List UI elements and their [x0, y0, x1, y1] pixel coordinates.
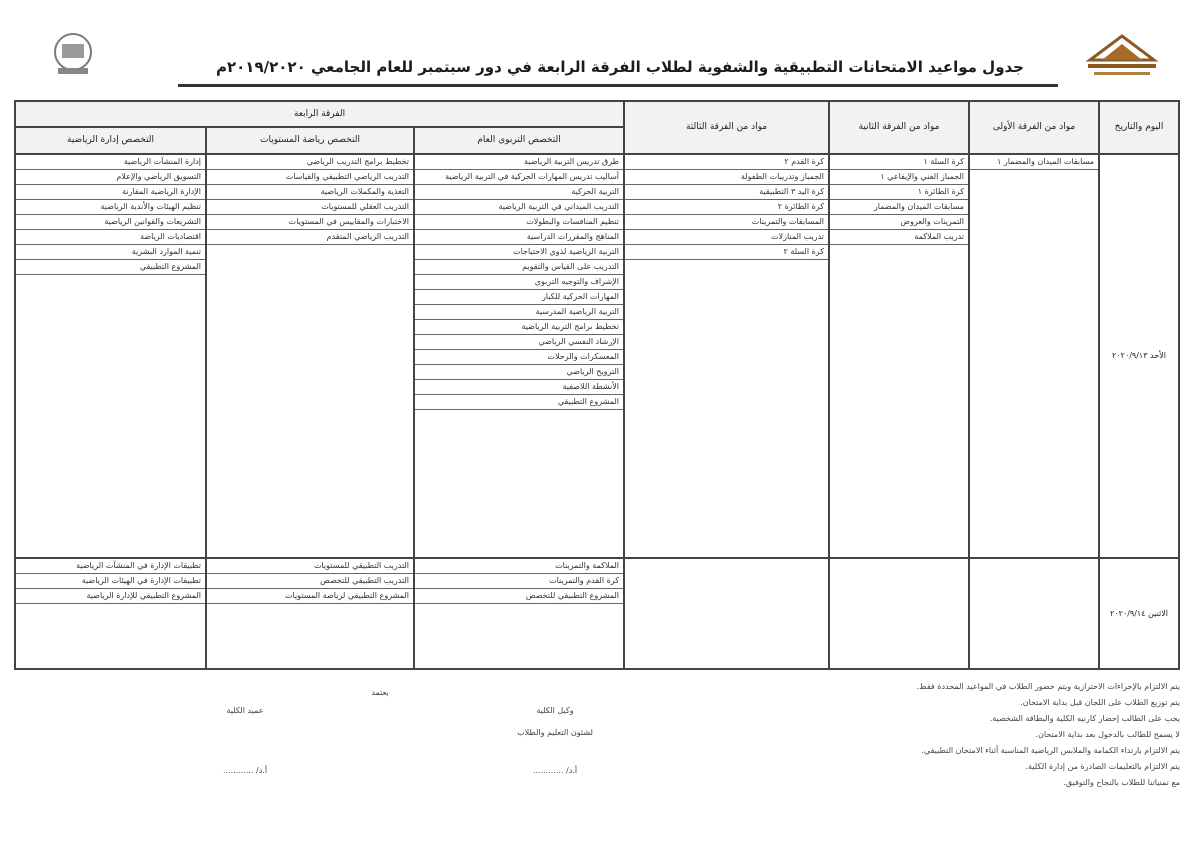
list-item: الأنشطة اللاصفية [415, 380, 623, 395]
spec-b-cell [206, 154, 414, 558]
spec-a-cell [414, 558, 624, 669]
list-item: التدريب التطبيقي للتخصص [207, 574, 413, 589]
list-item: الإرشاد النفسي الرياضي [415, 335, 623, 350]
list-item: التدريب الرياضي المتقدم [207, 230, 413, 245]
header-year4: الفرقة الرابعة [15, 101, 624, 127]
table-row [15, 558, 1179, 669]
header-year1: مواد من الفرقة الأولى [969, 101, 1099, 154]
list-item: كرة الطائرة ٢ [625, 200, 828, 215]
header-year2: مواد من الفرقة الثانية [829, 101, 969, 154]
cell-list [625, 155, 828, 260]
page-title: جدول مواعيد الامتحانات التطبيقية والشفوية لطلاب الفرقة الرابعة في دور سبتمبر للعام الجامعي ٢٠١٩/٢٠٢٠م [216, 58, 1024, 76]
list-item: المشروع التطبيقي لرياضة المستويات [207, 589, 413, 604]
list-item: المشروع التطبيقي للتخصص [415, 589, 623, 604]
spec-c-cell [15, 558, 206, 669]
faculty-logo-icon [1082, 30, 1162, 80]
list-item: الملاكمة والتمرينات [415, 559, 623, 574]
list-item: التربية الحركية [415, 185, 623, 200]
table-header-row [15, 101, 1179, 127]
approval-label: يعتمد [371, 688, 389, 697]
list-item: التغذية والمكملات الرياضية [207, 185, 413, 200]
dean-name: أ.د/ ............ [222, 766, 268, 775]
university-seal-icon [48, 28, 98, 80]
list-item: تنظيم المنافسات والبطولات [415, 215, 623, 230]
header-spec-b: التخصص رياضة المستويات [206, 127, 414, 153]
day-cell: الأحد ٢٠٢٠/٩/١٣ [1099, 154, 1179, 558]
vice-dean-name: أ.د/ ............ [532, 766, 578, 775]
list-item: التشريعات والقوانين الرياضية [16, 215, 205, 230]
list-item: التدريب الميداني في التربية الرياضية [415, 200, 623, 215]
list-item: تدريب الملاكمة [830, 230, 968, 245]
list-item: مسابقات الميدان والمضمار ١ [970, 155, 1098, 170]
header-spec-c: التخصص إدارة الرياضية [15, 127, 206, 153]
list-item: المشروع التطبيقي [16, 260, 205, 275]
list-item: الجمباز وتدريبات الطفولة [625, 170, 828, 185]
spec-c-cell [15, 154, 206, 558]
note-item: يتم الالتزام بالتعليمات الصادرة من إدارة الكلية. [1025, 762, 1180, 771]
list-item: المشروع التطبيقي للإدارة الرياضية [16, 589, 205, 604]
list-item: كرة القدم والتمرينات [415, 574, 623, 589]
list-item: تدريب المنازلات [625, 230, 828, 245]
list-item: طرق تدريس التربية الرياضية [415, 155, 623, 170]
dean-title: عميد الكلية [226, 706, 264, 715]
year1-cell [969, 154, 1099, 558]
year3-cell [624, 558, 829, 669]
list-item: التربية الرياضية المدرسية [415, 305, 623, 320]
note-item: يتم الالتزام بالإجراءات الاحترازية ويتم حضور الطلاب في المواعيد المحددة فقط. [916, 682, 1180, 691]
list-item: الترويح الرياضي [415, 365, 623, 380]
cell-list [16, 559, 205, 604]
header-year3: مواد من الفرقة الثالثة [624, 101, 829, 154]
spec-b-cell [206, 558, 414, 669]
year1-cell [969, 558, 1099, 669]
table-row [15, 154, 1179, 558]
list-item: مسابقات الميدان والمضمار [830, 200, 968, 215]
cell-list [207, 155, 413, 245]
list-item: التدريب التطبيقي للمستويات [207, 559, 413, 574]
list-item: كرة الطائرة ١ [830, 185, 968, 200]
note-item: يجب على الطالب إحضار كارنيه الكلية والبطاقة الشخصية. [989, 714, 1180, 723]
list-item: المشروع التطبيقي [415, 395, 623, 410]
list-item: اقتصاديات الرياضة [16, 230, 205, 245]
notes-list [730, 682, 1180, 794]
cell-list [970, 155, 1098, 170]
list-item: المناهج والمقررات الدراسية [415, 230, 623, 245]
cell-list [415, 559, 623, 604]
list-item: الاختبارات والمقاييس في المستويات [207, 215, 413, 230]
list-item: تخطيط برامج التربية الرياضية [415, 320, 623, 335]
list-item: الإشراف والتوجيه التربوي [415, 275, 623, 290]
cell-list [207, 559, 413, 604]
list-item: التمرينات والعروض [830, 215, 968, 230]
list-item: المسابقات والتمرينات [625, 215, 828, 230]
list-item: تنمية الموارد البشرية [16, 245, 205, 260]
list-item: كرة السلة ٢ [625, 245, 828, 260]
list-item: كرة القدم ٢ [625, 155, 828, 170]
year3-cell [624, 154, 829, 558]
list-item: التسويق الرياضي والإعلام [16, 170, 205, 185]
list-item: تطبيقات الإدارة في المنشآت الرياضية [16, 559, 205, 574]
vice-dean-role: لشئون التعليم والطلاب [517, 728, 593, 737]
list-item: التدريب على القياس والتقويم [415, 260, 623, 275]
year2-cell [829, 558, 969, 669]
cell-list [830, 155, 968, 245]
header-day: اليوم والتاريخ [1099, 101, 1179, 154]
spec-a-cell [414, 154, 624, 558]
year2-cell [829, 154, 969, 558]
list-item: تنظيم الهيئات والأندية الرياضية [16, 200, 205, 215]
note-item: يتم الالتزام بارتداء الكمامة والملابس الرياضية المناسبة أثناء الامتحان التطبيقي. [921, 746, 1180, 755]
cell-list [16, 155, 205, 275]
list-item: التربية الرياضية لذوي الاحتياجات [415, 245, 623, 260]
list-item: الإدارة الرياضية المقارنة [16, 185, 205, 200]
list-item: المعسكرات والرحلات [415, 350, 623, 365]
header-spec-a: التخصص التربوي العام [414, 127, 624, 153]
list-item: تطبيقات الإدارة في الهيئات الرياضية [16, 574, 205, 589]
schedule-table [14, 100, 1180, 670]
list-item: الجمباز الفني والإيقاعي ١ [830, 170, 968, 185]
page-header [0, 0, 1200, 95]
list-item: أساليب تدريس المهارات الحركية في التربية الرياضية [415, 170, 623, 185]
title-underline [178, 84, 1058, 87]
cell-list [415, 155, 623, 410]
note-item: يتم توزيع الطلاب على اللجان قبل بداية الامتحان. [1020, 698, 1180, 707]
list-item: تخطيط برامج التدريب الرياضي [207, 155, 413, 170]
day-cell: الاثنين ٢٠٢٠/٩/١٤ [1099, 558, 1179, 669]
list-item: كرة اليد ٣ التطبيقية [625, 185, 828, 200]
list-item: التدريب الرياضي التطبيقي والقياسات [207, 170, 413, 185]
schedule-table-wrapper [14, 100, 1178, 670]
list-item: التدريب العقلي للمستويات [207, 200, 413, 215]
list-item: كرة السلة ١ [830, 155, 968, 170]
list-item: إدارة المنشآت الرياضية [16, 155, 205, 170]
note-item: لا يسمح للطالب بالدخول بعد بداية الامتحان. [1035, 730, 1180, 739]
vice-dean-title: وكيل الكلية [536, 706, 574, 715]
list-item: المهارات الحركية للكبار [415, 290, 623, 305]
note-item: مع تمنياتنا للطلاب بالنجاح والتوفيق. [1063, 778, 1180, 787]
